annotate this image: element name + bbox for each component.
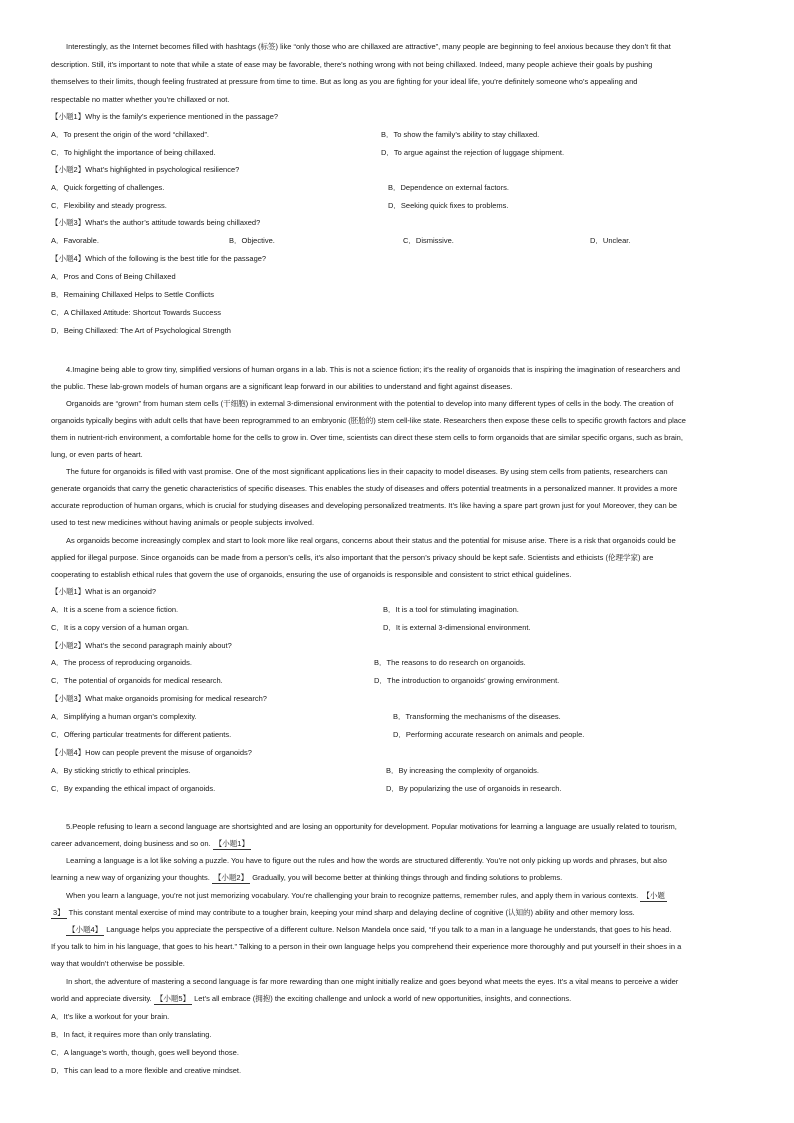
option-d[interactable]: D．The introduction to organoids’ growing environment. [374,676,560,685]
option-d[interactable]: D．Seeking quick fixes to problems. [388,201,509,210]
option-b[interactable]: B．To show the family’s ability to stay chillaxed. [381,130,540,139]
option-b[interactable]: B．In fact, it requires more than only translating. [51,1030,212,1039]
p5-para-line: 5.People refusing to learn a second language are shortsighted and are losing an opportunity for development. Popular motivations for learning a language are usually related to tourism, [66,822,677,831]
question-stem: 【小题1】Why is the family’s experience mentioned in the passage? [51,112,279,121]
p5-para-line [51,839,251,850]
p5-para-line [51,908,635,919]
p4-para-line: 4.Imagine being able to grow tiny, simplified versions of human organs in a lab. This is not a science fiction; it’s the reality of organoids that is inspiring the imagination of researchers and [66,365,681,374]
answer-blank-1[interactable]: 【小题1】 [214,839,249,848]
option-a[interactable]: A．Simplifying a human organ’s complexity. [51,712,197,721]
option-a[interactable]: A．It’s like a workout for your brain. [51,1012,170,1021]
option-b[interactable]: B．By increasing the complexity of organoids. [386,766,539,775]
p3-para-line: Interestingly, as the Internet becomes filled with hashtags (标签) like “only those who are chillaxed are attractive”, many people are beginning to feel anxious because they don’t fit that [66,42,671,51]
option-d[interactable]: D．This can lead to a more flexible and creative mindset. [51,1066,242,1075]
p5-para-line [51,873,562,884]
p5-para-line: way that wouldn’t otherwise be possible. [51,959,185,968]
option-a[interactable]: A．It is a scene from a science fiction. [51,605,179,614]
option-d[interactable]: D．By popularizing the use of organoids in research. [386,784,562,793]
question-stem: 【小题1】What is an organoid? [51,587,157,596]
question-stem: 【小题4】Which of the following is the best title for the passage? [51,254,267,263]
p4-para-line: lung, or even parts of heart. [51,450,143,459]
option-b[interactable]: B．Transforming the mechanisms of the diseases. [393,712,561,721]
option-a[interactable]: A．Pros and Cons of Being Chillaxed [51,272,176,281]
question-stem: 【小题4】How can people prevent the misuse of organoids? [51,748,252,757]
p5-para-line [66,925,672,936]
option-c[interactable]: C．A language’s worth, though, goes well beyond those. [51,1048,239,1057]
p4-para-line: Organoids are “grown” from human stem cells (干细胞) in external 3-dimensional environment with the potential to develop into many different types of cells in the body. The creation of [66,399,674,408]
p5-text: When you learn a language, you’re not just memorizing vocabulary. You’re challenging your brain to recognize patterns, remember rules, and apply them in various contexts. [66,891,641,900]
p3-para-line: description. Still, it’s important to note that while a state of ease may be favorable, there’s nothing wrong with not being chillaxed. Indeed, many people achieve their goals by pushing [51,60,653,69]
option-c[interactable]: C．It is a copy version of a human organ. [51,623,189,632]
option-c[interactable]: C．Offering particular treatments for different patients. [51,730,232,739]
p5-text: This constant mental exercise of mind may contribute to a tougher brain, keeping your mind sharp and delaying decline of cognitive (认知的) ability and other memory loss. [68,908,635,917]
p5-para-line: In short, the adventure of mastering a second language is far more rewarding than one might initially realize and goes beyond what meets the eyes. It’s a vital means to perceive a wider [66,977,679,986]
p5-para-line [51,994,571,1005]
option-b[interactable]: B．It is a tool for stimulating imagination. [383,605,519,614]
p4-para-line: used to test new medicines without having animals or people subjects involved. [51,518,315,527]
answer-blank-3-cont[interactable]: 3】 [53,908,65,917]
option-c[interactable]: C．Dismissive. [403,236,454,245]
option-b[interactable]: B．Dependence on external factors. [388,183,509,192]
option-a[interactable]: A．Quick forgetting of challenges. [51,183,165,192]
question-stem: 【小题2】What’s highlighted in psychological resilience? [51,165,240,174]
option-d[interactable]: D．Being Chillaxed: The Art of Psychological Strength [51,326,231,335]
p5-para-line: Learning a language is a lot like solving a puzzle. You have to figure out the rules and how the words are structured differently. You’re not only picking up words and phrases, but also [66,856,667,865]
p5-text: learning a new way of organizing your thoughts. [51,873,212,882]
option-c[interactable]: C．A Chillaxed Attitude: Shortcut Towards Success [51,308,221,317]
question-stem: 【小题2】What’s the second paragraph mainly about? [51,641,232,650]
option-b[interactable]: B．Objective. [229,236,275,245]
option-c[interactable]: C．Flexibility and steady progress. [51,201,167,210]
question-stem: 【小题3】What make organoids promising for medical research? [51,694,267,703]
option-d[interactable]: D．It is external 3-dimensional environment. [383,623,531,632]
p5-text: Let’s all embrace (拥抱) the exciting challenge and unlock a world of new opportunities, insights, and connections. [194,994,572,1003]
option-d[interactable]: D．To argue against the rejection of luggage shipment. [381,148,565,157]
option-c[interactable]: C．To highlight the importance of being chillaxed. [51,148,216,157]
p4-para-line: The future for organoids is filled with vast promise. One of the most significant applications lies in their capacity to model diseases. By using stem cells from patients, researchers can [66,467,668,476]
p4-para-line: them in nutrient-rich environment, a comfortable home for the cells to grow in. Over time, scientists can direct these stem cells to form organoids that are similar specific organs, such as brain, [51,433,683,442]
option-b[interactable]: B．Remaining Chillaxed Helps to Settle Conflicts [51,290,214,299]
question-stem: 【小题3】What’s the author’s attitude towards being chillaxed? [51,218,261,227]
p5-text: career advancement, doing business and so on. [51,839,213,848]
p4-para-line: cooperating to establish ethical rules that govern the use of organoids, ensuring the use of organoids is responsible and consistent to strict ethical guidelines. [51,570,572,579]
option-d[interactable]: D．Performing accurate research on animals and people. [393,730,585,739]
option-b[interactable]: B．The reasons to do research on organoids. [374,658,526,667]
option-a[interactable]: A．The process of reproducing organoids. [51,658,192,667]
p5-para-line: If you talk to him in his language, that goes to his heart.” Talking to a person in their own language helps you comprehend their experience more thoroughly and put yourself in their shoes in a [51,942,682,951]
option-a[interactable]: A．To present the origin of the word “chillaxed”. [51,130,209,139]
p4-para-line: applied for illegal purpose. Since organoids can be made from a person’s cells, it’s also important that the person’s privacy should be kept safe. Scientists and ethicists (伦理学家) are [51,553,654,562]
p5-text: Gradually, you will become better at thinking things through and finding solutions to problems. [252,873,563,882]
answer-blank-2[interactable]: 【小题2】 [213,873,249,882]
option-c[interactable]: C．By expanding the ethical impact of organoids. [51,784,216,793]
answer-blank-4[interactable]: 【小题4】 [68,925,103,934]
option-d[interactable]: D．Unclear. [590,236,631,245]
option-a[interactable]: A．Favorable. [51,236,99,245]
p4-para-line: the public. These lab-grown models of human organs are a significant leap forward in our abilities to understand and fight against diseases. [51,382,513,391]
p4-para-line: generate organoids that carry the genetic characteristics of specific diseases. This enables the study of diseases and offers potential treatments in a personalized manner. It provides a more [51,484,678,493]
option-a[interactable]: A．By sticking strictly to ethical principles. [51,766,191,775]
answer-blank-3[interactable]: 【小题 [642,891,665,900]
p5-text: Language helps you appreciate the perspective of a different culture. Nelson Mandela once said, “If you talk to a man in a language he understands, that goes to his head. [106,925,672,934]
p4-para-line: As organoids become increasingly complex and start to look more like real organs, concerns about their status and the potential for misuse arise. There is a risk that organoids could be [66,536,676,545]
p4-para-line: accurate reproduction of human organs, which is crucial for studying diseases and developing personalized treatments. It’s like having a spare part grown just for you! Moreover, they can be [51,501,678,510]
p5-para-line [66,891,667,902]
option-c[interactable]: C．The potential of organoids for medical research. [51,676,223,685]
p3-para-line: respectable no matter whether you’re chillaxed or not. [51,95,230,104]
p3-para-line: themselves to their limits, though feeling frustrated at pressure from time to time. But as long as you are fighting for your ideal life, you’re definitely someone who’s appealing and [51,77,638,86]
answer-blank-5[interactable]: 【小题5】 [155,994,191,1003]
p5-text: world and appreciate diversity. [51,994,154,1003]
p4-para-line: organoids typically begins with adult cells that have been reprogrammed to an embryonic (胚胎的) stem cell-like state. Researchers then expose these cells to specific growth factors and place [51,416,686,425]
